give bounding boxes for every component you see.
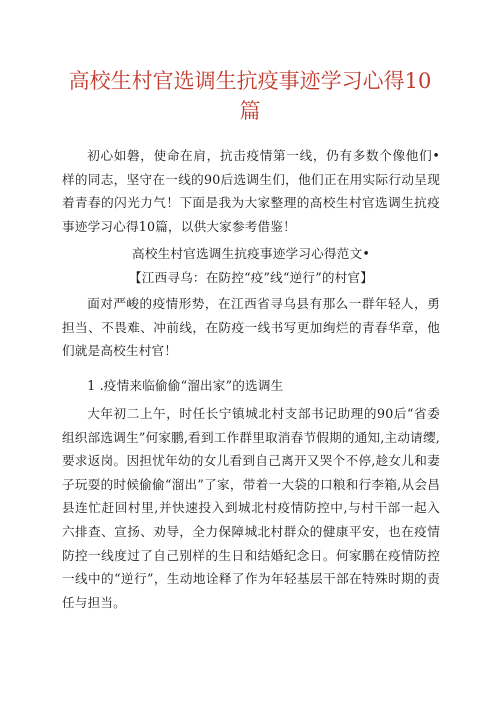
section-heading-1: 1 .疫情来临偷偷“溜出家”的选调生 [87, 378, 284, 393]
body-paragraph-2: 面对严峻的疫情形势，在江西省寻乌县有那么一群年轻人，勇担当、不畏难、冲前线，在防疫一线书写更加绚烂的青春华章，他们就是高校生村官！ [62, 296, 440, 359]
article-subtitle: 【江西寻乌：在防控“疫”线“逆行”的村官】 [128, 270, 374, 285]
sample-heading: 高校生村官选调生抗疫事迹学习心得范文• [132, 246, 370, 261]
intro-paragraph: 初心如磐，使命在肩，抗击疫情第一线，仍有多数个像他们•样的同志，坚守在一线的90后选调生们，他们正在用实际行动呈现着青春的闪光力气！下面是我为大家整理的高校生村官选调生抗疫事迹学习心得10篇，以供大家参考借鉴！ [62, 148, 440, 234]
body-paragraph-3: 大年初二上午，时任长宁镇城北村支部书记助理的90后“省委组织部选调生”何家鹏,看到工作群里取消春节假期的通知,主动请缨,要求返岗。因担忧年幼的女儿看到自己离开又哭个不停,趁女儿和妻子玩耍的时候偷偷“溜出”了家，带着一大袋的口粮和行李箱,从会昌县连忙赶回村里,并快速投入到城北村疫情防控中,与村干部一起入六排查、宣扬、劝导，全力保障城北村群众的健康平安，也在疫情防控一线度过了自己别样的生日和结婚纪念日。何家鹏在疫情防控一线中的“逆行”，生动地诠释了作为年轻基层干部在特殊时期的责任与担当。 [62, 406, 440, 610]
document-title: 高校生村官选调生抗疫事迹学习心得10篇 [68, 69, 432, 123]
